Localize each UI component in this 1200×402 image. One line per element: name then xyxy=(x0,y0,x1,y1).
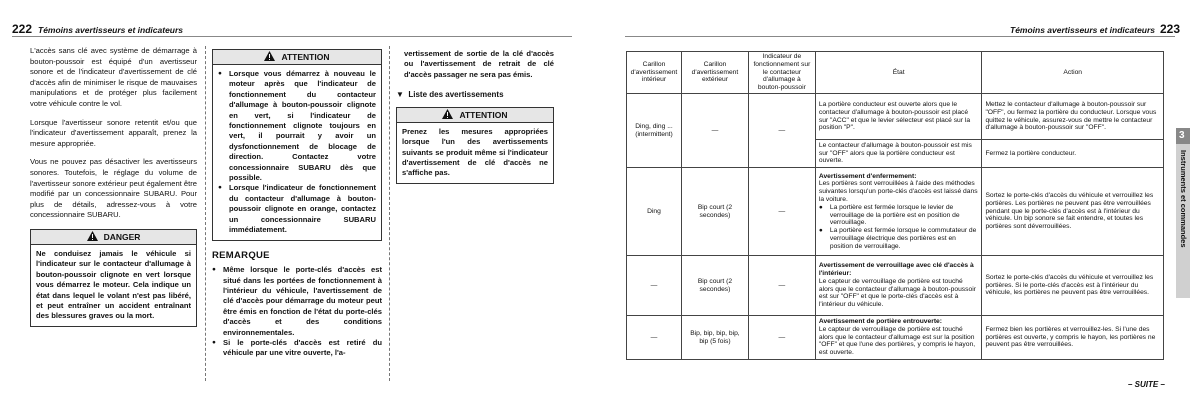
header-action: Action xyxy=(982,52,1164,94)
cell-exterior: — xyxy=(681,94,748,168)
cell-indicator: — xyxy=(748,256,815,316)
cell-action: Mettez le contacteur d'allumage à bouton-poussoir sur "OFF", ou fermez la portière du conducteur. Lorsque vous quittez le véhicule, assurez-vous de mettre le contacteur d'allumage à bouton-poussoir sur "OFF". xyxy=(982,94,1164,140)
cell-etat xyxy=(815,168,982,256)
warning-triangle-icon xyxy=(264,51,275,61)
attention-title-2: ATTENTION xyxy=(459,109,508,120)
etat-text: Les portières sont verrouillées à l'aide des méthodes suivantes lorsqu'un porte-clés d'accès est laissé dans la voiture. xyxy=(818,180,978,203)
attention-box-header xyxy=(212,49,382,65)
column-divider xyxy=(389,46,390,381)
suite-footer: – SUITE – xyxy=(1128,380,1165,389)
warning-triangle-icon xyxy=(442,109,453,119)
table-row xyxy=(627,316,1164,360)
table-row xyxy=(627,256,1164,316)
right-page-number: 223 xyxy=(1160,22,1181,36)
attention-box-body xyxy=(212,65,382,241)
etat-text: Le capteur de verrouillage de portière est touché alors que le contacteur d'allumage est sur la position "OFF" et que l'une des portières, y compris le hayon, est ouverte. xyxy=(818,325,976,357)
left-column-3 xyxy=(396,49,554,184)
left-column-2 xyxy=(212,49,382,359)
cell-etat: La portière conducteur est ouverte alors que le contacteur d'allumage à bouton-poussoir est placé sur "ACC" et que le levier sélecteur est placé sur la position "P". xyxy=(815,94,982,140)
action-paragraph: Lorsque l'avertisseur sonore retentit et/ou que l'indicateur d'avertissement apparaît, prenez la mesure appropriée. xyxy=(30,117,197,148)
header-interior-chime: Carillon d'avertissement intérieur xyxy=(627,52,682,94)
cell-interior: Ding xyxy=(627,168,682,256)
triangle-down-icon: ▼ xyxy=(396,90,404,100)
danger-title: DANGER xyxy=(103,231,141,242)
attention-item-2: ● Lorsque l'indicateur de fonctionnement du contacteur d'allumage à bouton-poussoir clignote en orange, contactez un concessionnaire SUBARU immédiatement. xyxy=(218,183,376,235)
table-row xyxy=(627,94,1164,140)
cell-etat: Le contacteur d'allumage à bouton-poussoir est mis sur "OFF" alors que la portière conducteur est ouverte. xyxy=(815,140,982,168)
cell-etat xyxy=(815,256,982,316)
attention-item-1: ● Lorsque vous démarrez à nouveau le moteur après que l'indicateur de fonctionnement du contacteur d'allumage à bouton-poussoir clignote en vert, si l'indicateur de fonctionnement clignote toujours en vert, il pourrait y avoir un dysfonctionnement de blocage de direction. Contactez votre concessionnaire SUBARU dès que possible. xyxy=(218,69,376,183)
remarque-title: REMARQUE xyxy=(212,249,270,261)
cell-action: Fermez bien les portières et verrouillez-les. Si l'une des portières est ouverte, y compris le hayon, les portières ne peuvent pas être verrouillées. xyxy=(982,316,1164,360)
cell-indicator: — xyxy=(748,316,815,360)
etat-text: Le capteur de verrouillage de portière est touché alors que le contacteur d'allumage à bouton-poussoir est sur "OFF" et que le porte-clés d'accès est à l'intérieur du véhicule. xyxy=(818,277,976,309)
danger-box-text: Ne conduisez jamais le véhicule si l'indicateur sur le contacteur d'allumage à bouton-poussoir clignote en vert lorsque vous démarrez le moteur. Cela indique un état dans lequel le volant n'est pas libéré, et peut entraîner un accident entraînant des blessures graves ou la mort. xyxy=(30,245,197,327)
cell-indicator: — xyxy=(748,94,815,168)
attention-box-header-2 xyxy=(396,107,554,123)
header-etat: État xyxy=(815,52,982,94)
cell-action: Sortez le porte-clés d'accès du véhicule et verrouillez les portières. Si le porte-clés d'accès est à l'intérieur du véhicule, les portières ne peuvent pas être verrouillées. xyxy=(982,256,1164,316)
right-header-title: Témoins avertisseurs et indicateurs xyxy=(1010,25,1156,35)
cell-action: Fermez la portière conducteur. xyxy=(982,140,1164,168)
header-indicator: Indicateur de fonctionnement sur le contacteur d'allumage à bouton-poussoir xyxy=(748,52,815,94)
attention-box-text-2: Prenez les mesures appropriées lorsque l'un des avertissements suivants se produit même si l'indicateur d'avertissement de clé d'accès ne s'affiche pas. xyxy=(396,123,554,184)
cell-exterior: Bip court (2 secondes) xyxy=(681,168,748,256)
remarque-item-1: ● Même lorsque le porte-clés d'accès est situé dans les portées de fonctionnement à l'intérieur du véhicule, l'avertissement de clé d'accès pour démarrage du moteur peut être émis en fonction de l'état du porte-clés d'accès et des conditions environnementales. xyxy=(212,265,382,338)
intro-paragraph: L'accès sans clé avec système de démarrage à bouton-poussoir est équipé d'un avertisseur sonore et de l'indicateur d'avertissement de clé d'accès afin de minimiser le risque de mauvaises manipulations et de protéger plus facilement votre véhicule contre le vol. xyxy=(30,46,197,108)
cell-exterior: Bip court (2 secondes) xyxy=(681,256,748,316)
warning-triangle-icon xyxy=(87,231,98,241)
etat-item-2: ● La portière est fermée lorsque le commutateur de verrouillage électrique des portières est en position de verrouillage. xyxy=(819,227,979,250)
remarque-item-2: ● Si le porte-clés d'accès est retiré du véhicule par une vitre ouverte, l'a- xyxy=(212,338,382,359)
table-row xyxy=(627,168,1164,256)
cell-interior: — xyxy=(627,256,682,316)
header-exterior-chime: Carillon d'avertissement extérieur xyxy=(681,52,748,94)
etat-item-1: ● La portière est fermée lorsque le levier de verrouillage de la portière est en position de verrouillage. xyxy=(819,204,979,227)
cell-exterior: Bip, bip, bip, bip, bip (5 fois) xyxy=(681,316,748,360)
etat-title: Avertissement de verrouillage avec clé d'accès à l'intérieur: xyxy=(818,262,974,277)
chapter-title: Instruments et commandes xyxy=(1179,150,1188,248)
right-header-rule xyxy=(625,36,1175,37)
chapter-number: 3 xyxy=(1179,130,1185,141)
cell-indicator: — xyxy=(748,168,815,256)
volume-paragraph: Vous ne pouvez pas désactiver les avertisseurs sonores. Toutefois, le réglage du volume de l'avertisseur sonore extérieur peut également être modifié par un concessionnaire SUBARU. Pour plus de détails, adressez-vous à votre concessionnaire SUBARU. xyxy=(30,157,197,220)
left-header-title: Témoins avertisseurs et indicateurs xyxy=(38,25,184,35)
cell-interior: Ding, ding ... (intermittent) xyxy=(627,94,682,168)
cell-action: Sortez le porte-clés d'accès du véhicule et verrouillez les portières. Les portières ne peuvent pas être verrouillées pendant que le porte-clés d'accès est à l'intérieur du véhicule. Un bip sonore se fait entendre, et toutes les portières sont déverrouillées. xyxy=(982,168,1164,256)
etat-title: Avertissement d'enfermement: xyxy=(818,172,917,180)
left-page-number: 222 xyxy=(12,22,33,36)
continuation-text: vertissement de sortie de la clé d'accès ou l'avertissement de retrait de clé d'accès passager ne sera pas émis. xyxy=(404,49,554,79)
cell-interior: — xyxy=(627,316,682,360)
attention-title: ATTENTION xyxy=(281,52,330,62)
left-column-1 xyxy=(30,46,197,327)
warnings-table xyxy=(626,51,1164,360)
table-header-row xyxy=(627,52,1164,94)
cell-etat xyxy=(815,316,982,360)
list-heading xyxy=(396,90,554,101)
etat-title: Avertissement de portière entrouverte: xyxy=(818,318,942,325)
danger-box-header xyxy=(30,229,197,245)
list-heading-text: Liste des avertissements xyxy=(408,90,504,100)
left-header-rule xyxy=(12,36,572,37)
column-divider xyxy=(205,46,206,381)
